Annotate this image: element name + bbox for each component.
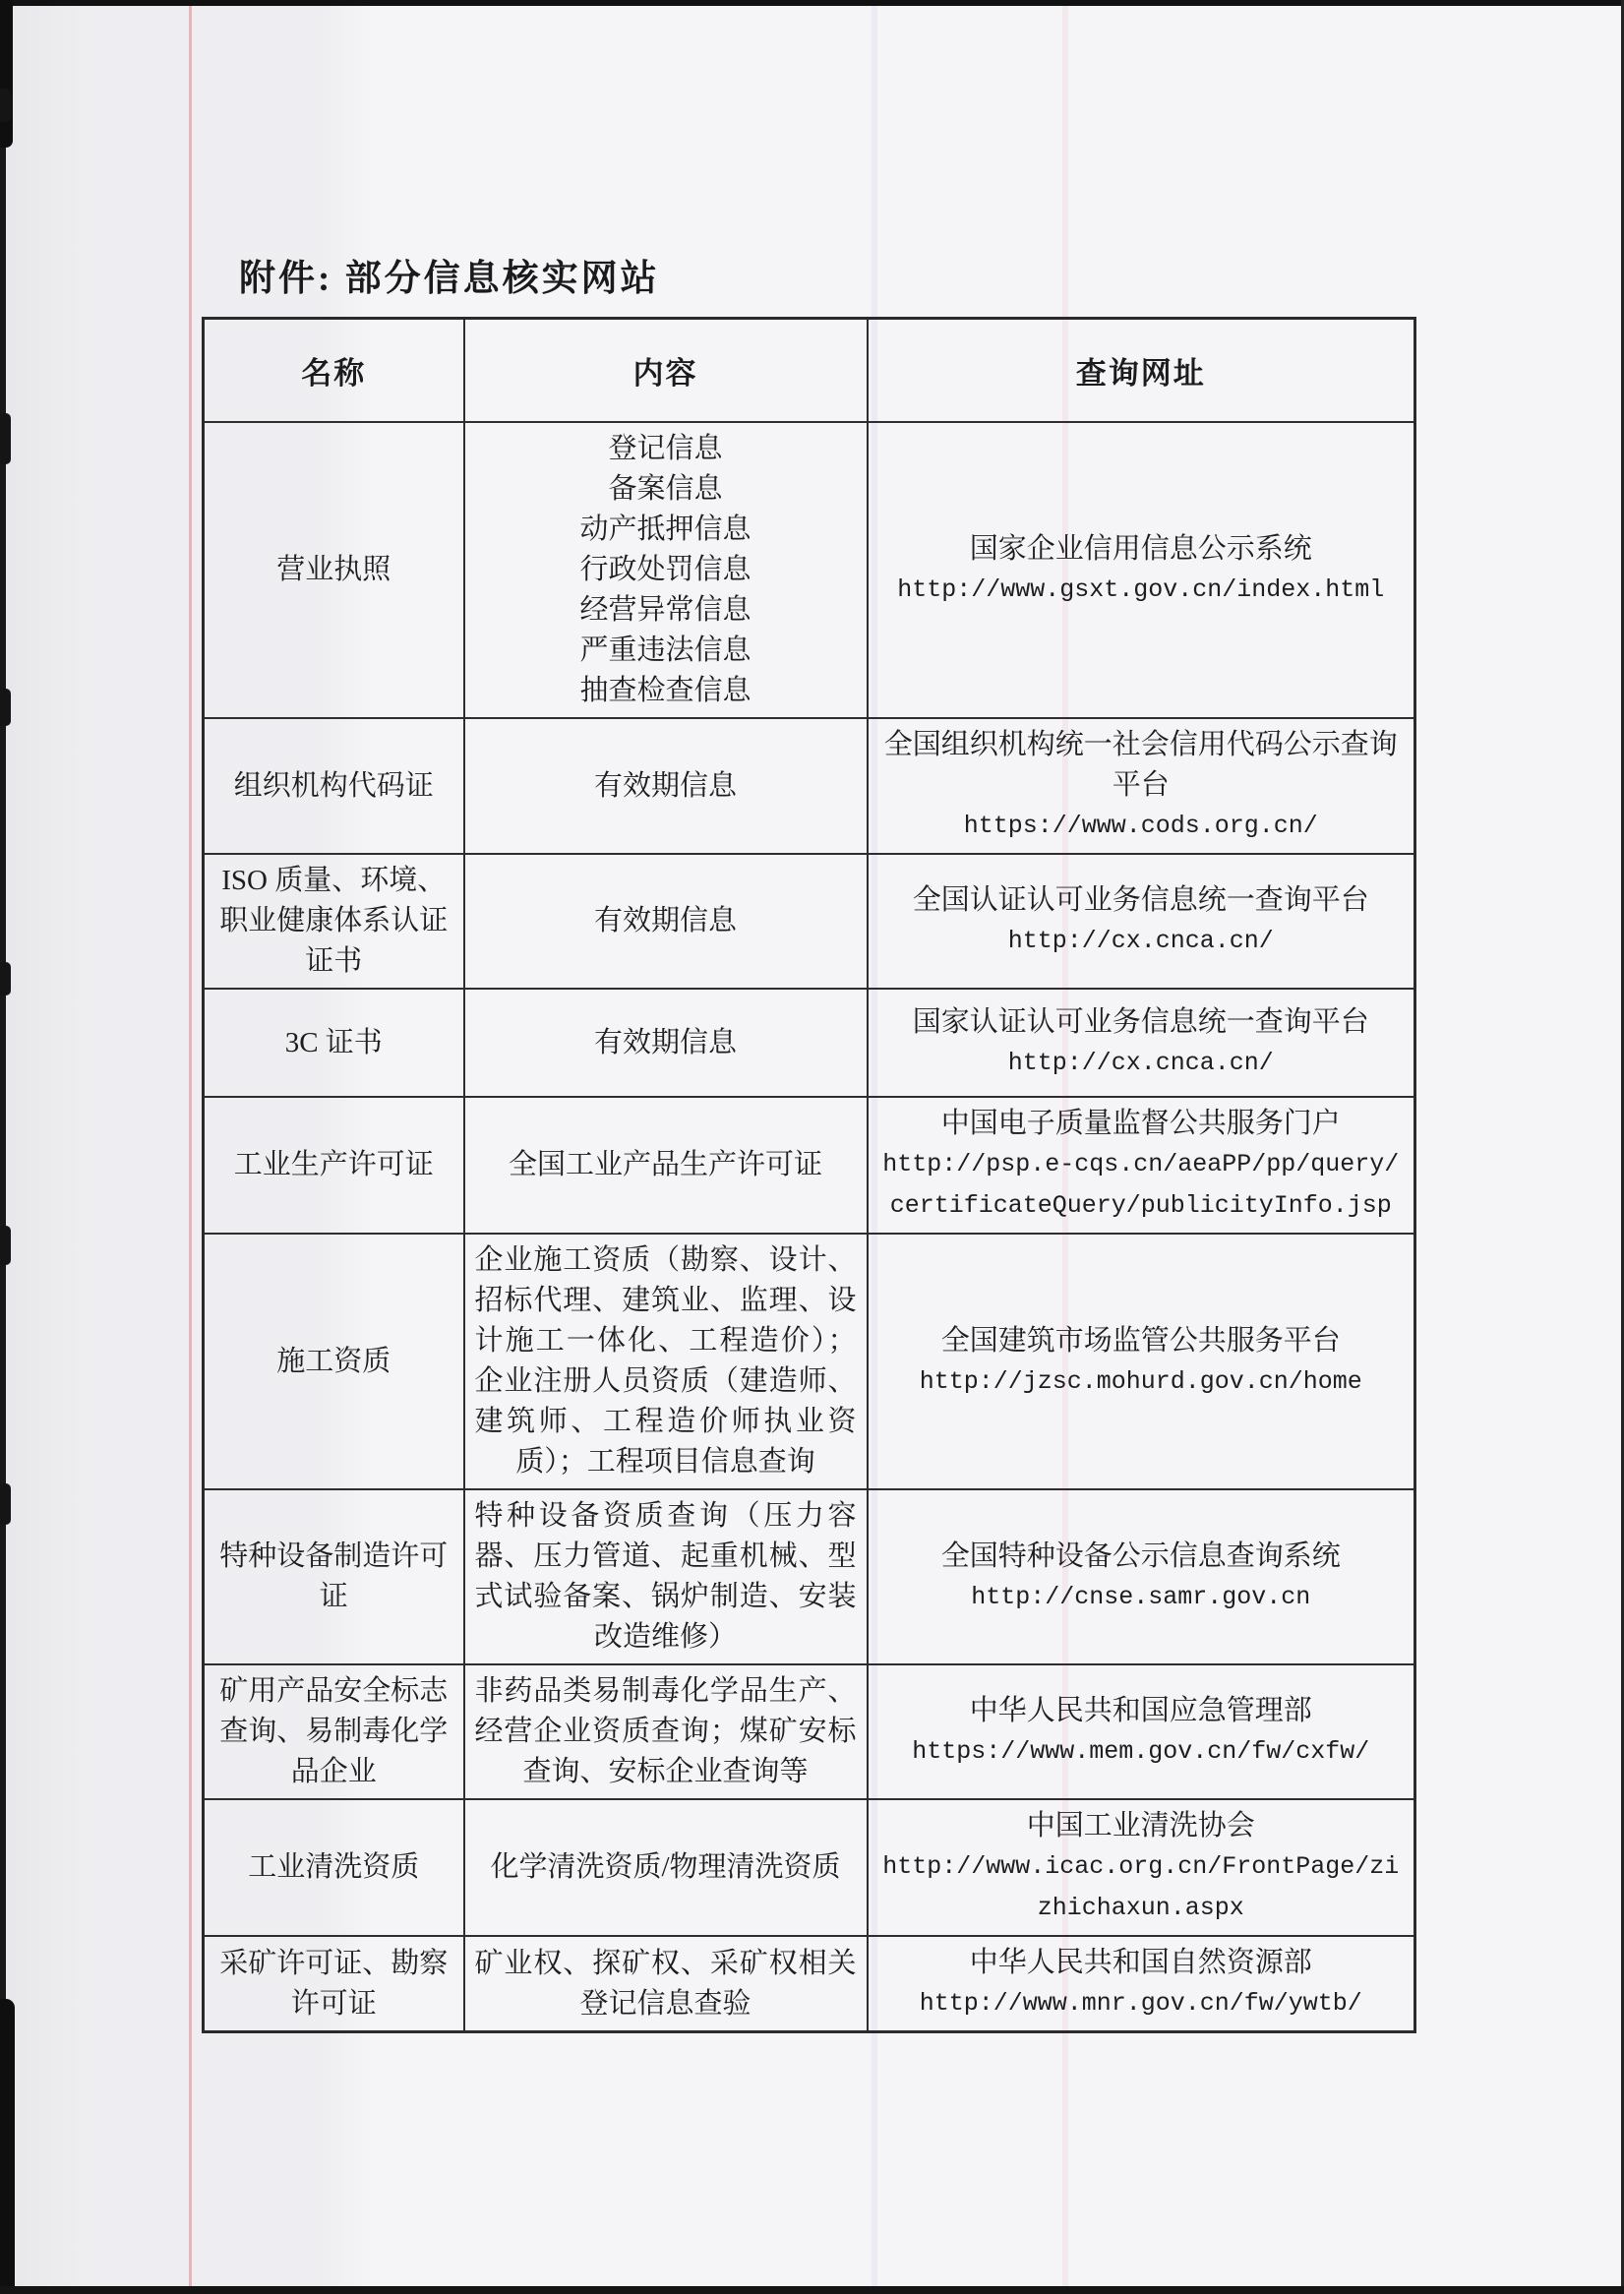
- content-line: 非药品类易制毒化学品生产、经营企业资质查询；煤矿安标查询、安标企业查询等: [474, 1675, 857, 1787]
- scan-edge-artifact: [0, 89, 11, 122]
- table-header-row: [204, 319, 1415, 423]
- scan-edge-artifact: [0, 1226, 11, 1265]
- link-line: http://psp.e-cqs.cn/aeaPP/pp/query/certificateQuery/publicityInfo.jsp: [882, 1150, 1400, 1220]
- cell-content: [464, 1799, 868, 1936]
- cell-name: [204, 1234, 464, 1489]
- content-line: 动产抵押信息: [579, 513, 752, 545]
- page-title: 附件: 部分信息核实网站: [239, 259, 660, 299]
- table-row: [204, 1799, 1415, 1936]
- link-line: https://www.mem.gov.cn/fw/cxfw/: [912, 1737, 1370, 1766]
- scan-edge-left: [0, 0, 6, 2294]
- cell-content: [464, 718, 868, 854]
- link-line: http://www.gsxt.gov.cn/index.html: [897, 575, 1385, 604]
- scan-edge-artifact: [0, 413, 11, 464]
- table-row: [204, 1664, 1415, 1799]
- cell-url: [868, 718, 1415, 854]
- table-row: [204, 1234, 1415, 1489]
- content-line: 经营异常信息: [579, 594, 752, 626]
- content-line: 特种设备资质查询（压力容器、压力管道、起重机械、型式试验备案、锅炉制造、安装改造维修）: [474, 1500, 857, 1653]
- cell-url: [868, 989, 1415, 1097]
- site-line: 全国建筑市场监管公共服务平台: [940, 1324, 1341, 1357]
- link-line: http://www.icac.org.cn/FrontPage/zizhichaxun.aspx: [882, 1852, 1400, 1922]
- table-row: [204, 854, 1415, 989]
- paper-margin-line: [189, 0, 192, 2294]
- cell-content: [464, 1936, 868, 2032]
- name-line: 采矿许可证、勘察许可证: [219, 1947, 449, 2020]
- table-row: [204, 1936, 1415, 2032]
- table-row: [204, 422, 1415, 718]
- content-line: 行政处罚信息: [579, 554, 752, 585]
- name-line: 营业执照: [276, 554, 391, 585]
- cell-content: [464, 422, 868, 718]
- link-line: http://cx.cnca.cn/: [1007, 1048, 1274, 1077]
- content-line: 全国工业产品生产许可证: [508, 1149, 822, 1180]
- content-line: 有效期信息: [593, 905, 737, 936]
- content-line: 有效期信息: [593, 769, 737, 802]
- content-line: 备案信息: [608, 473, 723, 505]
- content-line: 严重违法信息: [579, 634, 752, 666]
- cell-name: [204, 854, 464, 989]
- scan-edge-top: [0, 0, 1624, 6]
- verification-table: [202, 317, 1416, 2033]
- link-line: http://cnse.samr.gov.cn: [971, 1582, 1311, 1611]
- content-line: 矿业权、探矿权、采矿权相关登记信息查验: [474, 1947, 857, 2020]
- site-line: 中华人民共和国自然资源部: [969, 1947, 1312, 1978]
- cell-url: [868, 1489, 1415, 1664]
- name-line: 3C 证书: [284, 1026, 383, 1058]
- content-line: 企业施工资质（勘察、设计、招标代理、建筑业、监理、设计施工一体化、工程造价）；企业注册人员资质（建造师、建筑师、工程造价师执业资质）；工程项目信息查询: [474, 1244, 857, 1478]
- link-line: http://www.mnr.gov.cn/fw/ywtb/: [919, 1989, 1362, 2018]
- scan-edge-artifact: [0, 0, 13, 148]
- name-line: 工业清洗资质: [248, 1851, 420, 1883]
- content-line: 登记信息: [608, 433, 723, 464]
- column-header-content: 内容: [464, 319, 868, 423]
- site-line: 中国电子质量监督公共服务门户: [940, 1108, 1341, 1139]
- site-line: 中国工业清洗协会: [1026, 1810, 1255, 1841]
- cell-url: [868, 1097, 1415, 1234]
- content-line: 有效期信息: [593, 1026, 737, 1058]
- scan-edge-artifact: [0, 689, 11, 726]
- name-line: 组织机构代码证: [233, 769, 434, 802]
- cell-url: [868, 1234, 1415, 1489]
- cell-content: [464, 1664, 868, 1799]
- site-line: 国家企业信用信息公示系统: [969, 533, 1312, 565]
- cell-url: [868, 1936, 1415, 2032]
- cell-name: [204, 1489, 464, 1664]
- content-line: 化学清洗资质/物理清洗资质: [490, 1851, 841, 1883]
- content-line: 抽查检查信息: [579, 675, 752, 706]
- scan-edge-artifact: [0, 1999, 15, 2294]
- cell-url: [868, 854, 1415, 989]
- cell-content: [464, 1234, 868, 1489]
- cell-name: [204, 718, 464, 854]
- cell-name: [204, 1799, 464, 1936]
- scan-edge-artifact: [0, 1483, 11, 1525]
- name-line: ISO 质量、环境、职业健康体系认证证书: [219, 865, 449, 977]
- name-line: 施工资质: [276, 1345, 391, 1377]
- site-line: 全国认证认可业务信息统一查询平台: [912, 884, 1369, 916]
- cell-name: [204, 989, 464, 1097]
- cell-name: [204, 1097, 464, 1234]
- cell-url: [868, 1799, 1415, 1936]
- link-line: http://jzsc.mohurd.gov.cn/home: [919, 1366, 1362, 1396]
- cell-content: [464, 1097, 868, 1234]
- name-line: 工业生产许可证: [233, 1149, 434, 1180]
- site-line: 国家认证认可业务信息统一查询平台: [912, 1005, 1369, 1038]
- cell-url: [868, 1664, 1415, 1799]
- site-line: 中华人民共和国应急管理部: [969, 1695, 1312, 1726]
- table-row: [204, 1489, 1415, 1664]
- cell-name: [204, 422, 464, 718]
- scan-edge-artifact: [0, 962, 11, 996]
- site-line: 全国组织机构统一社会信用代码公示查询平台: [883, 729, 1398, 801]
- cell-name: [204, 1936, 464, 2032]
- table-row: [204, 989, 1415, 1097]
- verification-table-body: [204, 422, 1415, 2032]
- table-row: [204, 718, 1415, 854]
- cell-url: [868, 422, 1415, 718]
- link-line: https://www.cods.org.cn/: [963, 812, 1318, 840]
- cell-content: [464, 1489, 868, 1664]
- verification-table-wrap: [202, 317, 1416, 2033]
- name-line: 矿用产品安全标志查询、易制毒化学品企业: [219, 1675, 449, 1787]
- cell-name: [204, 1664, 464, 1799]
- site-line: 全国特种设备公示信息查询系统: [940, 1539, 1341, 1572]
- column-header-name: 名称: [204, 319, 464, 423]
- cell-content: [464, 989, 868, 1097]
- cell-content: [464, 854, 868, 989]
- table-row: [204, 1097, 1415, 1234]
- name-line: 特种设备制造许可证: [219, 1540, 449, 1612]
- scan-edge-bottom: [0, 2286, 1624, 2294]
- link-line: http://cx.cnca.cn/: [1007, 927, 1274, 955]
- column-header-url: 查询网址: [868, 319, 1415, 423]
